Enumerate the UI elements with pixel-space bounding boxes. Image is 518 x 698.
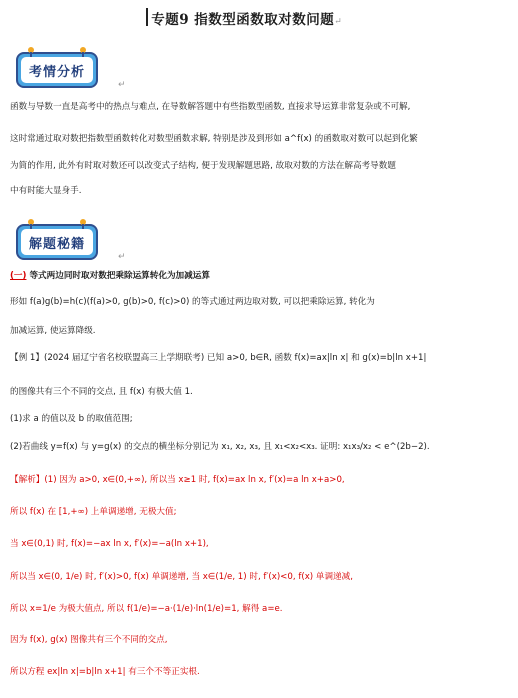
section1-line-1: 形如 f(a)g(b)=h(c)(f(a)>0, g(b)>0, f(c)>0) 的等式通过两边取对数, 可以把乘除运算, 转化为: [10, 297, 375, 307]
pin-icon: [28, 219, 34, 229]
solution-line-4: 所以当 x∈(0, 1/e) 时, f′(x)>0, f(x) 单调递增, 当 x∈(1/e, 1) 时, f′(x)<0, f(x) 单调递减,: [10, 572, 353, 582]
section1-number: (一): [10, 271, 27, 281]
analysis-badge-label: 考情分析: [21, 57, 93, 83]
pin-icon: [80, 219, 86, 229]
intro-line-4: 中有时能大显身手.: [10, 186, 82, 196]
section1-heading-text: 等式两边同时取对数把乘除运算转化为加减运算: [29, 271, 210, 281]
example-line-1: 【例 1】(2024 届辽宁省名校联盟高三上学期联考) 已知 a>0, b∈R, 函数 f(x)=ax|ln x| 和 g(x)=b|ln x+1|: [10, 353, 427, 363]
intro-line-2: 这时常通过取对数把指数型函数转化对数型函数求解, 特别是涉及到形如 a^f(x) 的函数取对数可以起到化繁: [10, 134, 418, 144]
page-title-text: 专题9 指数型函数取对数问题: [151, 12, 335, 28]
solution-line-3: 当 x∈(0,1) 时, f(x)=−ax ln x, f′(x)=−a(ln x+1),: [10, 539, 209, 549]
example-line-3: (1)求 a 的值以及 b 的取值范围;: [10, 414, 133, 424]
solution-line-1: 【解析】(1) 因为 a>0, x∈(0,+∞), 所以当 x≥1 时, f(x)=ax ln x, f′(x)=a ln x+a>0,: [10, 475, 345, 485]
solution-line-7: 所以方程 ex|ln x|=b|ln x+1| 有三个不等正实根.: [10, 667, 200, 677]
intro-line-3: 为简的作用, 此外有时取对数还可以改变式子结构, 便于发现解题思路, 故取对数的方法在解高考导数题: [10, 161, 396, 171]
section1-heading: [10, 265, 210, 287]
page-title: [146, 8, 342, 28]
pin-icon: [28, 47, 34, 57]
solution-line-2: 所以 f(x) 在 [1,+∞) 上单调递增, 无极大值;: [10, 507, 177, 517]
secrets-badge: [16, 224, 98, 260]
solution-line-5: 所以 x=1/e 为极大值点, 所以 f(1/e)=−a·(1/e)·ln(1/e)=1, 解得 a=e.: [10, 604, 283, 614]
return-mark: ↵: [118, 80, 126, 90]
solution-line-6: 因为 f(x), g(x) 图像共有三个不同的交点,: [10, 635, 168, 645]
pin-icon: [80, 47, 86, 57]
section1-line-2: 加减运算, 使运算降级.: [10, 326, 96, 336]
analysis-badge: [16, 52, 98, 88]
intro-line-1: 函数与导数一直是高考中的热点与难点, 在导数解答题中有些指数型函数, 直接求导运算非常复杂或不可解,: [10, 102, 411, 112]
return-mark: ↵: [118, 252, 126, 262]
secrets-badge-label: 解题秘籍: [21, 229, 93, 255]
example-line-2: 的图像共有三个不同的交点, 且 f(x) 有极大值 1.: [10, 387, 193, 397]
return-mark: ↵: [334, 17, 343, 27]
example-line-4: (2)若曲线 y=f(x) 与 y=g(x) 的交点的横坐标分别记为 x₁, x₂, x₃, 且 x₁<x₂<x₃. 证明: x₁x₃/x₂ < e^(2b−2).: [10, 442, 430, 452]
